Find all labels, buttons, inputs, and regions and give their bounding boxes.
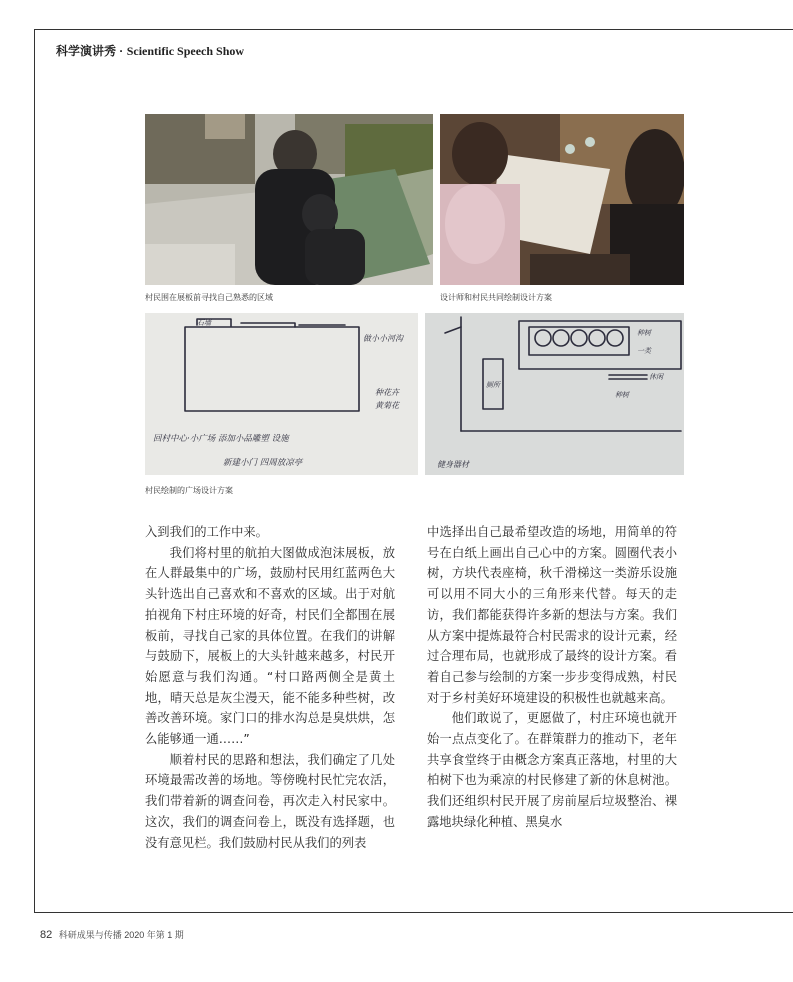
caption-photo2: 设计师和村民共同绘制设计方案 xyxy=(440,293,552,302)
frame-left-rule xyxy=(34,29,35,912)
sketch2-right-label-2: 一类 xyxy=(637,347,651,355)
caption-photo1: 村民围在展板前寻找自己熟悉的区域 xyxy=(145,293,273,302)
paragraph: 中选择出自己最希望改造的场地，用简单的符号在白纸上画出自己心中的方案。圆圈代表小树，方块代表座椅，秋千滑梯这一类游乐设施可以用不同大小的三角形来代替。每天的走访，我们都能获得许多新的想法与方案。我们从方案中提炼最符合村民需求的设计元素，经过合理布局，也就形成了最终的设计方案。看着自己参与绘制的方案一步步变得成熟，村民对于乡村美好环境建设的积极性也就越来高。 xyxy=(427,525,677,705)
sketch1-line2: 新建小门 四周放凉亭 xyxy=(223,458,303,468)
photo-villagers-board-image xyxy=(145,114,433,285)
sketch-plaza-plan-1-drawing xyxy=(145,313,418,475)
sketch1-top-label: 石墙 xyxy=(197,319,211,327)
header-zh: 科学演讲秀 xyxy=(56,44,117,58)
sketch1-right-label: 做小小河沟 xyxy=(363,334,403,343)
frame-bottom-rule xyxy=(34,912,793,913)
sketch2-house-label: 厕所 xyxy=(486,381,500,389)
sketch-plaza-plan-2 xyxy=(425,313,684,475)
paragraph: 入到我们的工作中来。 xyxy=(145,525,268,539)
paragraph: 顺着村民的思路和想法，我们确定了几处环境最需改善的场地。等傍晚村民忙完农活，我们带着新的调查问卷，再次走入村民家中。这次，我们的调查问卷上，既没有选择题，也没有意见栏。我们鼓励村民从我们的列表 xyxy=(145,752,395,850)
sketch-plaza-plan-2-drawing xyxy=(425,313,684,475)
header-separator: · xyxy=(119,44,124,58)
paragraph: 他们敢说了，更愿做了，村庄环境也就开始一点点变化了。在群策群力的推动下，老年共享食堂终于由概念方案真正落地，村里的大柏树下也为乘凉的村民修建了新的休息树池。我们还组织村民开展了房前屋后垃圾整治、裸露地块绿化种植、黑臭水 xyxy=(427,711,677,829)
body-column-left xyxy=(145,522,395,853)
sketch2-right-label-3: 休闲 xyxy=(649,373,663,381)
photo-drawing-together xyxy=(440,114,684,285)
page-footer xyxy=(40,928,184,941)
photo-villagers-board xyxy=(145,114,433,285)
sketch1-side-label-2: 黄菊花 xyxy=(375,401,399,410)
journal-name: 科研成果与传播 2020 年第 1 期 xyxy=(58,930,184,940)
paragraph: 我们将村里的航拍大图做成泡沫展板，放在人群最集中的广场，鼓励村民用红蓝两色大头针选出自己喜欢和不喜欢的区域。出于对航拍视角下村庄环境的好奇，村民们全都围在展板前，寻找自己家的具体位置。在我们的讲解与鼓励下，展板上的大头针越来越多，村民开始愿意与我们沟通。“村口路两侧全是黄土地，晴天总是灰尘漫天，能不能多种些树，改善改善环境。家门口的排水沟总是臭烘烘，怎么能够通一通……” xyxy=(145,545,395,747)
running-header xyxy=(56,42,244,59)
frame-top-rule xyxy=(34,29,793,30)
body-column-right xyxy=(427,522,677,833)
sketch1-line1: 回村中心·小广场 添加小品雕塑 设施 xyxy=(153,434,289,444)
sketch1-side-label-1: 种花卉 xyxy=(375,388,399,397)
photo-drawing-together-image xyxy=(440,114,684,285)
page-number: 82 xyxy=(40,929,53,941)
header-en: Scientific Speech Show xyxy=(126,44,245,58)
sketch-plaza-plan-1 xyxy=(145,313,418,475)
sketch2-right-label-4: 种树 xyxy=(615,391,629,399)
sketch2-bottom-label: 健身器材 xyxy=(437,460,469,469)
sketch2-right-label-1: 种树 xyxy=(637,329,651,337)
caption-sketches: 村民绘制的广场设计方案 xyxy=(145,486,233,495)
